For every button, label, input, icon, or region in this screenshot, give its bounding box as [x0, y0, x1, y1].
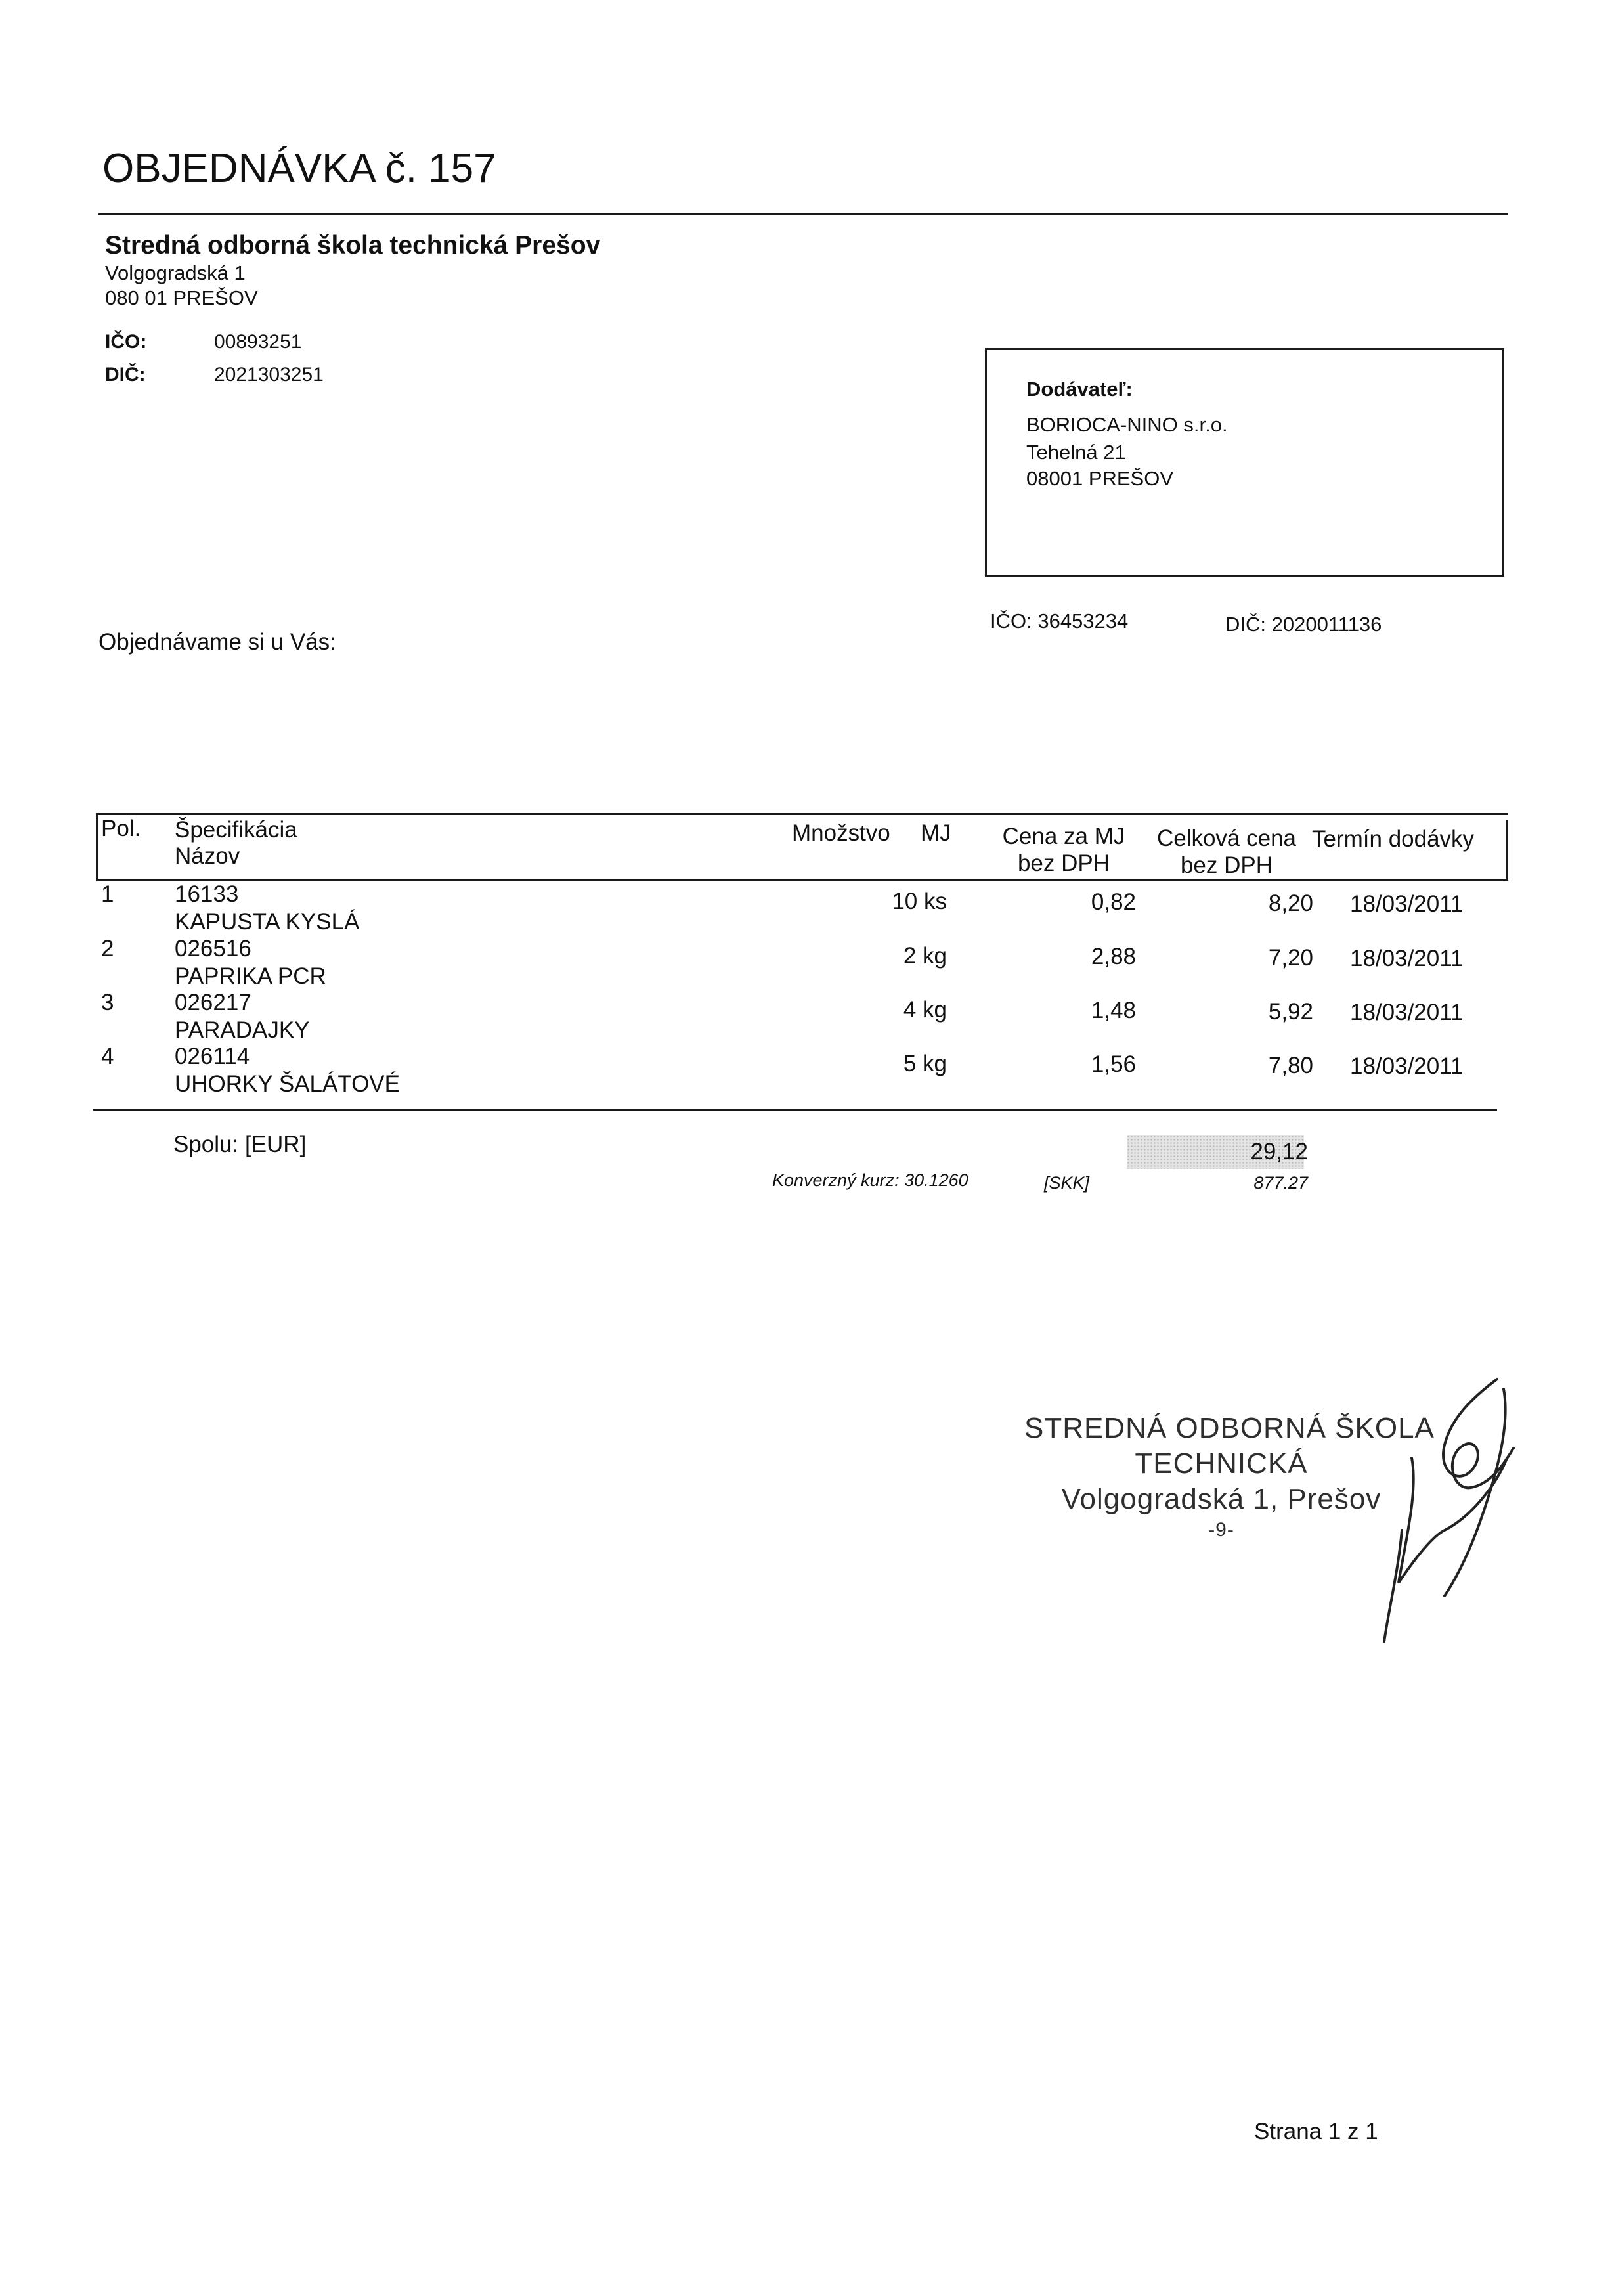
supplier-city: 08001 PREŠOV	[1026, 467, 1174, 490]
row-2-pol: 2	[101, 936, 114, 961]
row-3-total: 5,92	[1268, 999, 1313, 1025]
stamp-line-4: -9-	[1208, 1519, 1234, 1541]
order-title: OBJEDNÁVKA č. 157	[102, 146, 496, 191]
supplier-ico: IČO: 36453234	[990, 609, 1129, 632]
row-4-code: 026114	[175, 1044, 250, 1069]
row-1-code: 16133	[175, 881, 239, 907]
header-unit-price: Cena za MJ	[1002, 824, 1125, 849]
table-left-border	[96, 813, 98, 881]
row-2-name: PAPRIKA PCR	[175, 963, 326, 989]
summary-label: Spolu: [EUR]	[173, 1132, 307, 1157]
row-2-unit-price: 2,88	[1091, 944, 1136, 969]
summary-total-eur: 29,12	[1250, 1139, 1308, 1164]
row-1-qty: 10 ks	[892, 889, 947, 914]
row-1-name: KAPUSTA KYSLÁ	[175, 909, 360, 935]
row-4-pol: 4	[101, 1044, 114, 1069]
table-bottom-rule	[93, 1109, 1497, 1111]
row-2-date: 18/03/2011	[1350, 946, 1464, 971]
order-intro: Objednávame si u Vás:	[98, 629, 336, 655]
row-3-unit-price: 1,48	[1091, 998, 1136, 1023]
row-1-pol: 1	[101, 881, 114, 907]
header-name: Názov	[175, 843, 240, 869]
row-3-name: PARADAJKY	[175, 1017, 310, 1043]
buyer-street: Volgogradská 1	[105, 261, 246, 284]
header-unit-price-note: bez DPH	[1017, 850, 1110, 876]
row-3-pol: 3	[101, 990, 114, 1015]
row-4-name: UHORKY ŠALÁTOVÉ	[175, 1071, 400, 1097]
row-4-unit-price: 1,56	[1091, 1051, 1136, 1077]
header-qty: Množstvo	[792, 820, 890, 846]
stamp-line-2: TECHNICKÁ	[1135, 1447, 1308, 1480]
conversion-rate: Konverzný kurz: 30.1260	[772, 1170, 968, 1190]
skk-label: [SKK]	[1044, 1173, 1090, 1193]
buyer-name: Stredná odborná škola technická Prešov	[105, 231, 601, 259]
header-total: Celková cena	[1156, 826, 1297, 851]
row-4-total: 7,80	[1268, 1053, 1313, 1078]
supplier-street: Tehelná 21	[1026, 441, 1126, 464]
table-right-border	[1506, 820, 1508, 881]
row-1-date: 18/03/2011	[1350, 891, 1464, 917]
stamp-line-3: Volgogradská 1, Prešov	[1061, 1483, 1382, 1515]
header-delivery: Termín dodávky	[1312, 826, 1475, 852]
buyer-dic-label: DIČ:	[105, 364, 146, 386]
row-3-date: 18/03/2011	[1350, 1000, 1464, 1025]
page-number: Strana 1 z 1	[1254, 2119, 1378, 2144]
row-2-code: 026516	[175, 936, 251, 961]
row-3-qty: 4 kg	[903, 997, 947, 1023]
school-stamp	[1024, 1411, 1435, 1543]
table-top-rule	[97, 813, 1508, 815]
row-4-date: 18/03/2011	[1350, 1053, 1464, 1079]
header-spec: Špecifikácia	[175, 817, 297, 843]
buyer-ico-label: IČO:	[105, 331, 147, 353]
signature	[1372, 1373, 1523, 1648]
row-4-qty: 5 kg	[903, 1051, 947, 1076]
summary-total-skk: 877.27	[1253, 1173, 1308, 1193]
supplier-box	[985, 348, 1504, 577]
row-1-total: 8,20	[1268, 891, 1313, 916]
row-1-unit-price: 0,82	[1091, 889, 1136, 915]
row-2-total: 7,20	[1268, 945, 1313, 971]
stamp-line-1: STREDNÁ ODBORNÁ ŠKOLA	[1024, 1412, 1435, 1444]
header-pol: Pol.	[101, 816, 141, 841]
buyer-ico-value: 00893251	[214, 331, 302, 353]
supplier-label: Dodávateľ:	[1026, 378, 1133, 401]
supplier-name: BORIOCA-NINO s.r.o.	[1026, 413, 1228, 436]
title-divider	[98, 213, 1508, 215]
header-unit: MJ	[921, 820, 951, 846]
row-2-qty: 2 kg	[903, 943, 947, 969]
buyer-dic-value: 2021303251	[214, 364, 324, 386]
header-total-note: bez DPH	[1180, 852, 1273, 878]
buyer-city: 080 01 PREŠOV	[105, 286, 258, 309]
row-3-code: 026217	[175, 990, 251, 1015]
supplier-dic: DIČ: 2020011136	[1225, 613, 1382, 636]
